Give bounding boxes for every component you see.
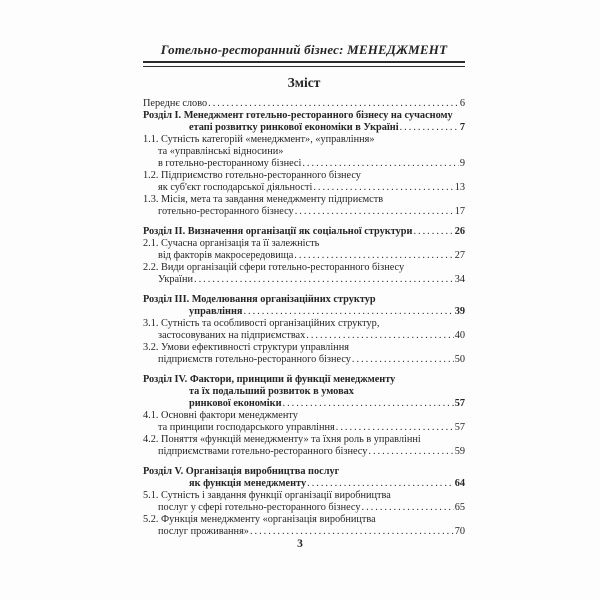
- toc-page-number: 9: [459, 158, 465, 169]
- toc-line: [143, 294, 465, 306]
- toc-entry: [143, 318, 465, 342]
- toc-line: [143, 98, 465, 110]
- toc-entry-text: застосовуваних на підприємствах: [158, 330, 306, 341]
- toc-page-number: 26: [454, 226, 465, 237]
- toc-entry-text: підприємствами готельно-ресторанного бізнесу: [158, 446, 368, 457]
- toc-line: [143, 386, 465, 398]
- toc-entry-text: та «управлінські відносини»: [158, 146, 284, 157]
- toc-entry: [143, 98, 465, 110]
- toc-page-number: 50: [454, 354, 465, 365]
- toc-page-number: 6: [459, 98, 465, 109]
- toc-page-number: 40: [454, 330, 465, 341]
- toc-entry-text: Розділ I. Менеджмент готельно-ресторанного бізнесу на сучасному: [143, 110, 453, 121]
- dot-leader: [294, 250, 453, 262]
- toc-page-number: 59: [454, 446, 465, 457]
- toc-entry-text: 4.1. Основні фактори менеджменту: [143, 410, 298, 421]
- toc-line: [143, 110, 465, 122]
- toc-line: [143, 158, 465, 170]
- dot-leader: [362, 502, 454, 514]
- dot-leader: [307, 478, 454, 490]
- toc-entry: [143, 134, 465, 170]
- toc-entry-text: послуг у сфері готельно-ресторанного бізнесу: [158, 502, 361, 513]
- toc-line: [143, 250, 465, 262]
- toc-line: [143, 182, 465, 194]
- dot-leader: [283, 398, 454, 410]
- toc-line: [143, 502, 465, 514]
- toc-entry-text: 4.2. Поняття «функцій менеджменту» та їхня роль в управлінні: [143, 434, 421, 445]
- dot-leader: [194, 274, 454, 286]
- toc-line: [143, 422, 465, 434]
- toc-line: [143, 134, 465, 146]
- toc-line: [143, 374, 465, 386]
- toc-entry: [143, 294, 465, 318]
- toc-entry-text: Розділ IV. Фактори, принципи й функції менеджменту: [143, 374, 396, 385]
- toc-entry-text: послуг проживання»: [158, 526, 249, 537]
- toc-entry: [143, 374, 465, 410]
- toc-entry-text: Розділ II. Визначення організації як соціальної структури: [143, 226, 413, 237]
- toc-page-number: 17: [454, 206, 465, 217]
- toc-entry: [143, 490, 465, 514]
- toc-line: [143, 122, 465, 134]
- dot-leader: [208, 98, 459, 110]
- toc-entry-text: від факторів макросередовища: [158, 250, 294, 261]
- toc-page-number: 34: [454, 274, 465, 285]
- toc-line: [143, 170, 465, 182]
- toc-entry-text: готельно-ресторанного бізнесу: [158, 206, 294, 217]
- toc-entry-text: Переднє слово: [143, 98, 208, 109]
- toc-page-number: 7: [459, 122, 465, 133]
- dot-leader: [295, 206, 454, 218]
- toc-line: [143, 206, 465, 218]
- toc-entry-text: 3.2. Умови ефективності структури управління: [143, 342, 349, 353]
- page-number: 3: [297, 538, 303, 550]
- toc-line: [143, 410, 465, 422]
- dot-leader: [243, 306, 453, 318]
- toc-page-number: 64: [454, 478, 465, 489]
- toc-entry: [143, 238, 465, 262]
- table-of-contents: [143, 98, 465, 538]
- dot-leader: [368, 446, 453, 458]
- toc-page-number: 65: [454, 502, 465, 513]
- toc-entry-text: Розділ III. Моделювання організаційних структур: [143, 294, 376, 305]
- dot-leader: [400, 122, 459, 134]
- toc-line: [143, 226, 465, 238]
- toc-line: [143, 478, 465, 490]
- dot-leader: [302, 158, 459, 170]
- running-head: Готельно-ресторанний бізнес: МЕНЕДЖМЕНТ: [160, 42, 448, 57]
- toc-line: [143, 526, 465, 538]
- toc-entry-text: України: [158, 274, 193, 285]
- toc-entry: [143, 194, 465, 218]
- toc-entry: [143, 170, 465, 194]
- toc-line: [143, 238, 465, 250]
- toc-entry-text: та їх подальший розвиток в умовах: [189, 386, 354, 397]
- toc-line: [143, 146, 465, 158]
- toc-entry: [143, 466, 465, 490]
- toc-entry-text: 3.1. Сутність та особливості організаційних структур,: [143, 318, 380, 329]
- toc-entry-text: управління: [189, 306, 243, 317]
- toc-entry-text: та принципи господарського управління: [158, 422, 335, 433]
- toc-page-number: 57: [454, 398, 465, 409]
- toc-line: [143, 490, 465, 502]
- toc-line: [143, 194, 465, 206]
- toc-page-number: 39: [454, 306, 465, 317]
- page-title: Зміст: [287, 75, 321, 90]
- toc-line: [143, 434, 465, 446]
- toc-entry-text: 2.1. Сучасна організація та її залежність: [143, 238, 320, 249]
- toc-entry: [143, 434, 465, 458]
- toc-entry: [143, 262, 465, 286]
- toc-entry-text: ринкової економіки: [189, 398, 282, 409]
- page-content: [143, 42, 465, 538]
- toc-line: [143, 398, 465, 410]
- toc-line: [143, 274, 465, 286]
- toc-line: [143, 330, 465, 342]
- toc-line: [143, 262, 465, 274]
- toc-page-number: 70: [454, 526, 465, 537]
- toc-entry-text: 5.1. Сутність і завдання функції організації виробництва: [143, 490, 391, 501]
- toc-line: [143, 318, 465, 330]
- toc-page-number: 27: [454, 250, 465, 261]
- toc-line: [143, 354, 465, 366]
- toc-entry-text: як функція менеджменту: [189, 478, 307, 489]
- toc-entry: [143, 342, 465, 366]
- toc-entry-text: як суб'єкт господарської діяльності: [158, 182, 313, 193]
- dot-leader: [413, 226, 453, 238]
- dot-leader: [250, 526, 454, 538]
- dot-leader: [306, 330, 453, 342]
- toc-entry-text: в готельно-ресторанному бізнесі: [158, 158, 302, 169]
- toc-entry: [143, 514, 465, 538]
- toc-entry-text: 1.3. Місія, мета та завдання менеджменту підприємств: [143, 194, 384, 205]
- toc-line: [143, 446, 465, 458]
- toc-entry-text: 1.1. Сутність категорій «менеджмент», «управління»: [143, 134, 375, 145]
- toc-line: [143, 466, 465, 478]
- toc-line: [143, 306, 465, 318]
- toc-page-number: 57: [454, 422, 465, 433]
- toc-entry: [143, 410, 465, 434]
- toc-entry: [143, 226, 465, 238]
- toc-entry: [143, 110, 465, 134]
- toc-entry-text: етапі розвитку ринкової економіки в Україні: [189, 122, 399, 133]
- dot-leader: [313, 182, 453, 194]
- toc-entry-text: Розділ V. Організація виробництва послуг: [143, 466, 340, 477]
- toc-entry-text: 2.2. Види організацій сфери готельно-ресторанного бізнесу: [143, 262, 405, 273]
- toc-entry-text: підприємств готельно-ресторанного бізнесу: [158, 354, 351, 365]
- toc-page-number: 13: [454, 182, 465, 193]
- toc-entry-text: 5.2. Функція менеджменту «організація виробництва: [143, 514, 376, 525]
- header-rule: [143, 61, 465, 67]
- toc-line: [143, 514, 465, 526]
- toc-entry-text: 1.2. Підприємство готельно-ресторанного бізнесу: [143, 170, 361, 181]
- dot-leader: [352, 354, 454, 366]
- toc-line: [143, 342, 465, 354]
- dot-leader: [336, 422, 454, 434]
